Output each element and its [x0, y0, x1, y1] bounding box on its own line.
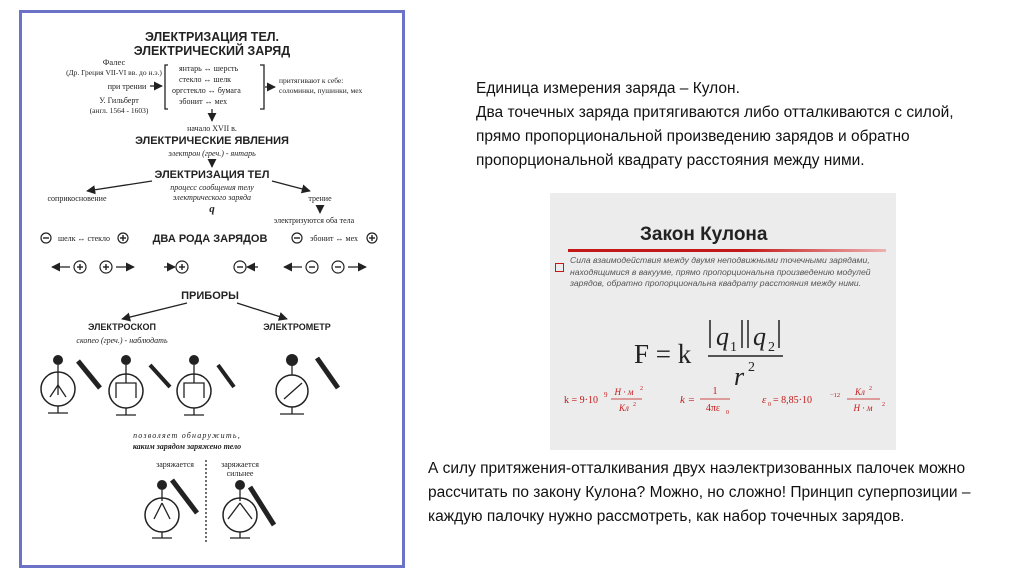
electroscope-label: ЭЛЕКТРОСКОП	[88, 322, 156, 332]
rubbing-label: трение	[308, 194, 332, 203]
pair-ebonite-fur: эбонит ↔ мех	[179, 97, 228, 106]
england-label: (англ. 1564 - 1603)	[89, 106, 149, 115]
formula-sub2: 2	[768, 340, 775, 355]
k2-label: k =	[680, 394, 696, 406]
scheme-diagram	[22, 13, 402, 565]
scheme-title-2: ЭЛЕКТРИЧЕСКИЙ ЗАРЯД	[133, 44, 291, 58]
attract-label-1: притягивают к себе:	[279, 76, 344, 85]
ebonite-fur-label: эбонит ↔ мех	[309, 234, 359, 243]
devices-heading: ПРИБОРЫ	[181, 290, 239, 302]
coulomb-title: Закон Кулона	[640, 224, 768, 245]
friction-label: при трении	[107, 82, 147, 91]
repel-minus-minus-icon	[284, 261, 366, 273]
k2-sub: 0	[726, 410, 729, 416]
k2-num: 1	[712, 386, 718, 397]
left-brace	[165, 65, 168, 109]
superposition-text	[428, 457, 988, 529]
electrometer-label: ЭЛЕКТРОМЕТР	[263, 322, 331, 332]
charged-label: заряжается	[156, 460, 194, 469]
process-label-1: процесс сообщения телу	[170, 183, 254, 192]
two-kinds-heading: ДВА РОДА ЗАРЯДОВ	[152, 233, 268, 245]
k1-den-power: 2	[633, 402, 636, 408]
thales-label: Фалес	[102, 57, 126, 67]
coulomb-description: Сила взаимодействия между двумя неподвижными точечными зарядами, находящимися в вакууме, прямо пропорциональна произведению модулей зарядов, обратно пропорциональна квадрату расстояния между ними.	[570, 255, 871, 288]
formula-lhs: F = k	[634, 339, 692, 369]
allows-label-2: каким зарядом заряжено тело	[132, 442, 242, 451]
formula-q2: q	[753, 322, 766, 351]
electrometer-arrow	[237, 303, 287, 319]
pair-plexi-paper: оргстекло ↔ бумага	[172, 86, 241, 95]
pair-glass-silk: стекло ↔ шелк	[179, 75, 232, 84]
scheme-title-1: ЭЛЕКТРИЗАЦИЯ ТЕЛ.	[144, 30, 280, 44]
eps-unit-den: Н · м	[853, 403, 873, 413]
gilbert-label: У. Гильберт	[99, 96, 139, 105]
text-top-paragraph: Единица измерения заряда – Кулон. Два точечных заряда притягиваются либо отталкиваются с силой, прямо пропорциональной произведению зарядов и обратно пропорциональной квадрату расстояния между ними.	[476, 80, 954, 169]
formula-sub1: 1	[730, 340, 737, 355]
attract-label-2: соломинки, пушинки, мех	[279, 86, 363, 95]
coulomb-law-slide	[550, 193, 896, 450]
k1-num-power: 2	[640, 386, 643, 392]
k1-unit-num: Н · м	[614, 387, 634, 397]
eps-exp: −12	[830, 392, 841, 399]
contact-label: соприкосновение	[47, 194, 107, 203]
formula-power: 2	[748, 360, 755, 375]
k1-exp: 9	[604, 391, 608, 399]
repel-plus-plus-icon	[52, 261, 134, 273]
plus-icon	[367, 233, 377, 243]
both-label: электризуются оба тела	[273, 216, 355, 225]
contact-arrow	[87, 181, 152, 191]
electron-label: электрон (греч.) - янтарь	[168, 149, 256, 158]
phenomena-heading: ЭЛЕКТРИЧЕСКИЕ ЯВЛЕНИЯ	[135, 135, 289, 147]
coulomb-formulas	[550, 193, 896, 450]
greece-label: (Др. Греция VII-VI вв. до н.э.)	[66, 68, 162, 77]
minus-icon	[41, 233, 51, 243]
process-label-2: электрического заряда	[172, 193, 252, 202]
k2-den: 4πε	[705, 403, 721, 414]
charged-more-label-2: сильнее	[226, 469, 254, 478]
rubbing-arrow	[272, 181, 310, 191]
electroscope-icon	[145, 480, 197, 538]
century-label: начало XVII в.	[187, 124, 237, 133]
eps-num-power: 2	[869, 386, 872, 392]
allows-label-1: позволяет обнаружить,	[133, 431, 241, 440]
attract-plus-minus-icon	[164, 261, 258, 273]
minus-icon	[292, 233, 302, 243]
charged-more-label-1: заряжается	[221, 460, 259, 469]
k1-label: k = 9·10	[564, 395, 598, 406]
silk-glass-label: шелк ↔ стекло	[57, 234, 111, 243]
electrization-scheme	[19, 10, 405, 568]
pair-amber-wool: янтарь ↔ шерсть	[179, 64, 239, 73]
text-bottom-paragraph: А силу притяжения-отталкивания двух наэлектризованных палочек можно рассчитать по закону Кулона? Можно, но сложно! Принцип суперпозиции – каждую палочку нужно рассмотреть, как набор точечных зарядов.	[428, 460, 971, 525]
coulomb-unit-text	[476, 77, 996, 173]
electroscope-icon	[177, 355, 234, 415]
charge-symbol: q	[209, 203, 215, 215]
eps-unit-num: Кл	[855, 387, 865, 397]
eps-value: = 8,85·10	[773, 395, 812, 406]
formula-q1: q	[716, 322, 729, 351]
eps-sub: 0	[768, 402, 771, 408]
formula-r: r	[734, 362, 745, 391]
right-brace	[260, 65, 264, 109]
k1-unit-den: Кл	[619, 403, 629, 413]
electrization-heading: ЭЛЕКТРИЗАЦИЯ ТЕЛ	[154, 169, 270, 181]
eps-label: ε	[762, 394, 767, 406]
electroscope-arrow	[122, 303, 187, 319]
electroscope-icon	[109, 355, 170, 415]
plus-icon	[118, 233, 128, 243]
eps-den-power: 2	[882, 402, 885, 408]
electroscope-icon	[41, 355, 100, 413]
skopeo-label: скопео (греч.) - наблюдать	[76, 336, 168, 345]
electrometer-icon	[276, 354, 338, 414]
electroscope-icon	[223, 480, 274, 538]
